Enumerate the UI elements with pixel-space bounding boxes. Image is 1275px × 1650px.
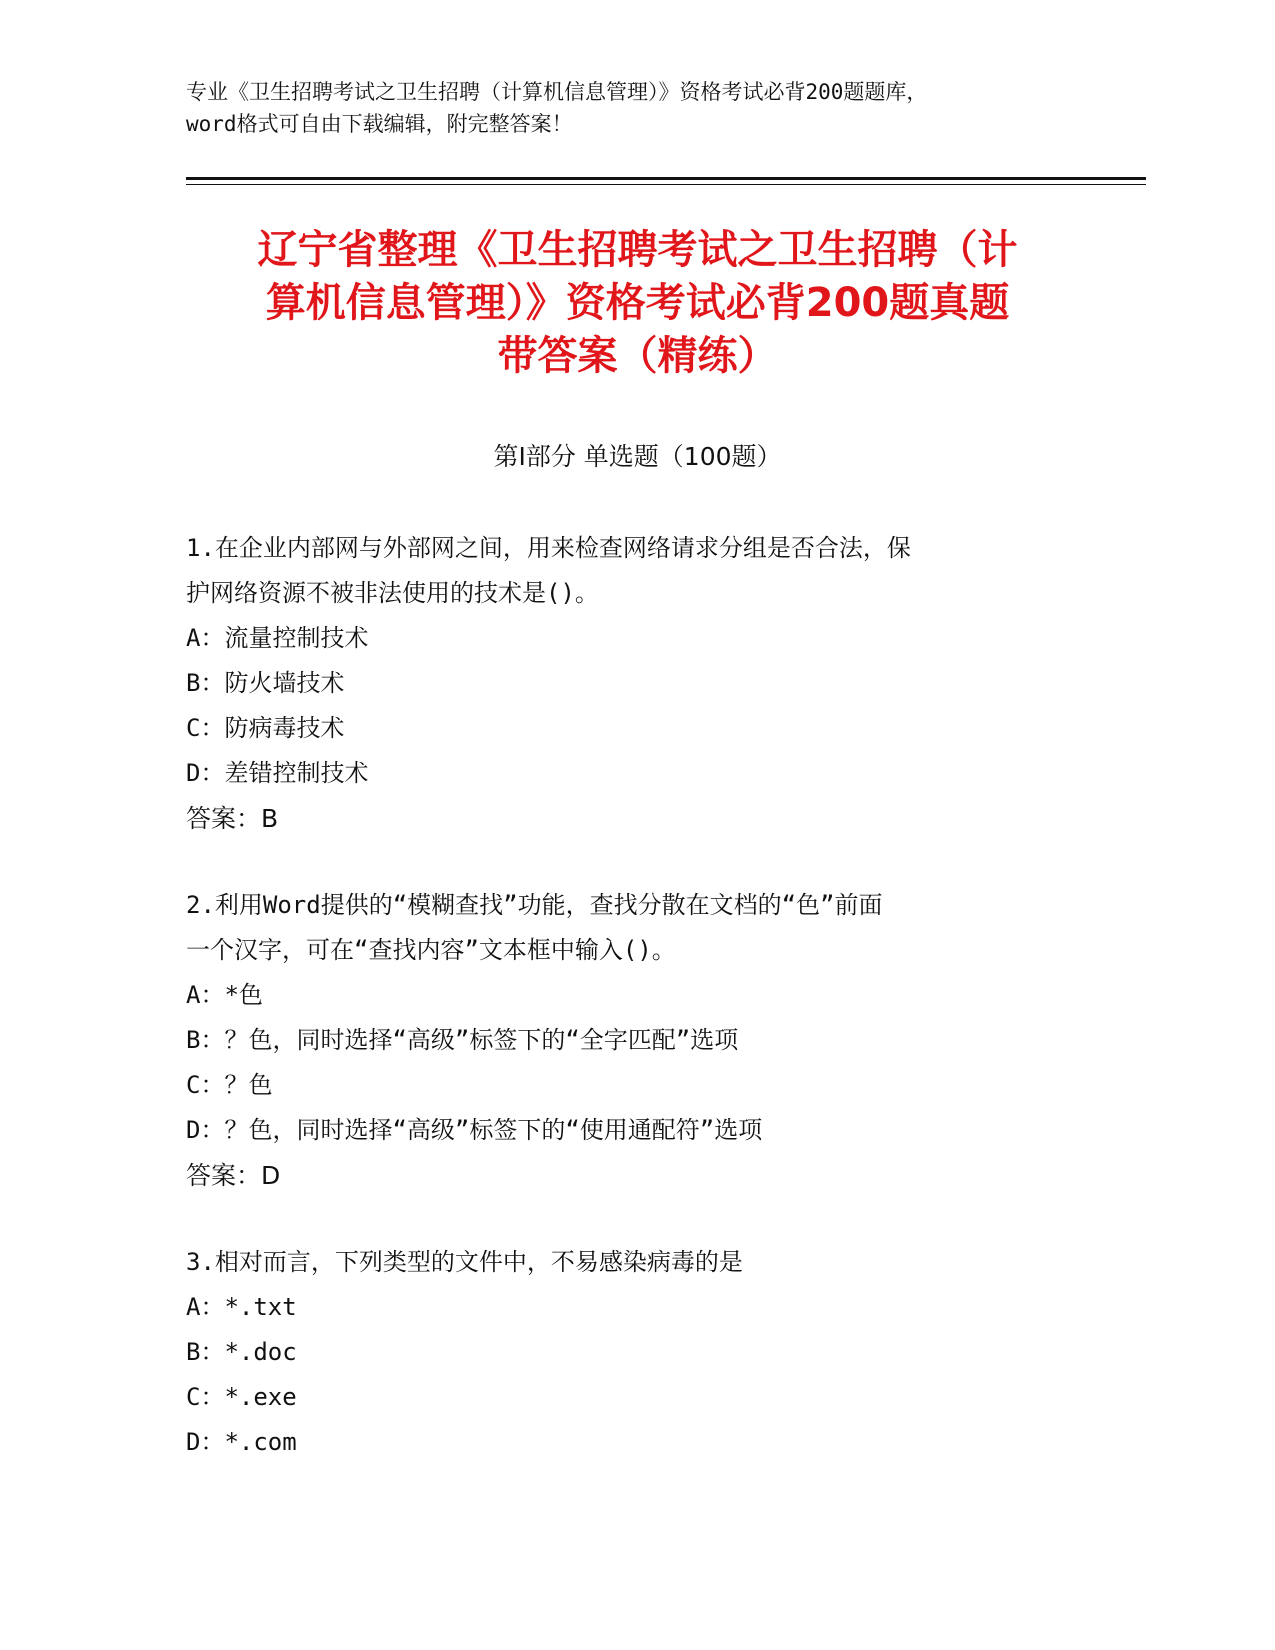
option-b: B：防火墙技术 <box>186 669 345 697</box>
title-line: 辽宁省整理《卫生招聘考试之卫生招聘（计 <box>257 227 1018 273</box>
question-stem-line: 一个汉字，可在“查找内容”文本框中输入()。 <box>186 936 676 964</box>
question-stem <box>186 883 1106 973</box>
option-c: C：防病毒技术 <box>186 714 345 742</box>
option-a: A：*.txt <box>186 1293 297 1321</box>
header-divider-thick <box>186 177 1146 180</box>
question-stem <box>186 1240 1106 1285</box>
question-stem-line: 1.在企业内部网与外部网之间，用来检查网络请求分组是否合法，保 <box>186 534 911 562</box>
option-c: C：？色 <box>186 1071 273 1099</box>
answer-line: 答案：D <box>186 1161 281 1190</box>
option-b: B：？色，同时选择“高级”标签下的“全字匹配”选项 <box>186 1026 739 1054</box>
option-d: D：*.com <box>186 1428 297 1456</box>
option-d: D：？色，同时选择“高级”标签下的“使用通配符”选项 <box>186 1116 763 1144</box>
question-item <box>186 526 1106 841</box>
option-a: A：*色 <box>186 981 263 1009</box>
header-note <box>186 76 1086 140</box>
question-item <box>186 883 1106 1198</box>
header-divider-thin <box>186 184 1146 185</box>
option-b: B：*.doc <box>186 1338 297 1366</box>
question-stem-line: 3.相对而言，下列类型的文件中，不易感染病毒的是 <box>186 1248 743 1276</box>
title-line: 算机信息管理）》资格考试必背200题真题 <box>265 280 1010 326</box>
header-note-line: 专业《卫生招聘考试之卫生招聘（计算机信息管理）》资格考试必背200题题库， <box>186 80 928 104</box>
section-heading: 第Ⅰ部分 单选题（100题） <box>493 442 782 471</box>
option-c: C：*.exe <box>186 1383 297 1411</box>
question-list <box>186 526 1106 1507</box>
question-stem-line: 护网络资源不被非法使用的技术是()。 <box>186 579 599 607</box>
question-item <box>186 1240 1106 1465</box>
option-a: A：流量控制技术 <box>186 624 369 652</box>
question-stem <box>186 526 1106 616</box>
title-line: 带答案（精练） <box>497 333 778 379</box>
option-d: D：差错控制技术 <box>186 759 369 787</box>
header-note-line: word格式可自由下载编辑，附完整答案！ <box>186 112 573 136</box>
answer-line: 答案：B <box>186 804 279 833</box>
question-stem-line: 2.利用Word提供的“模糊查找”功能，查找分散在文档的“色”前面 <box>186 891 883 919</box>
document-title <box>150 224 1125 383</box>
